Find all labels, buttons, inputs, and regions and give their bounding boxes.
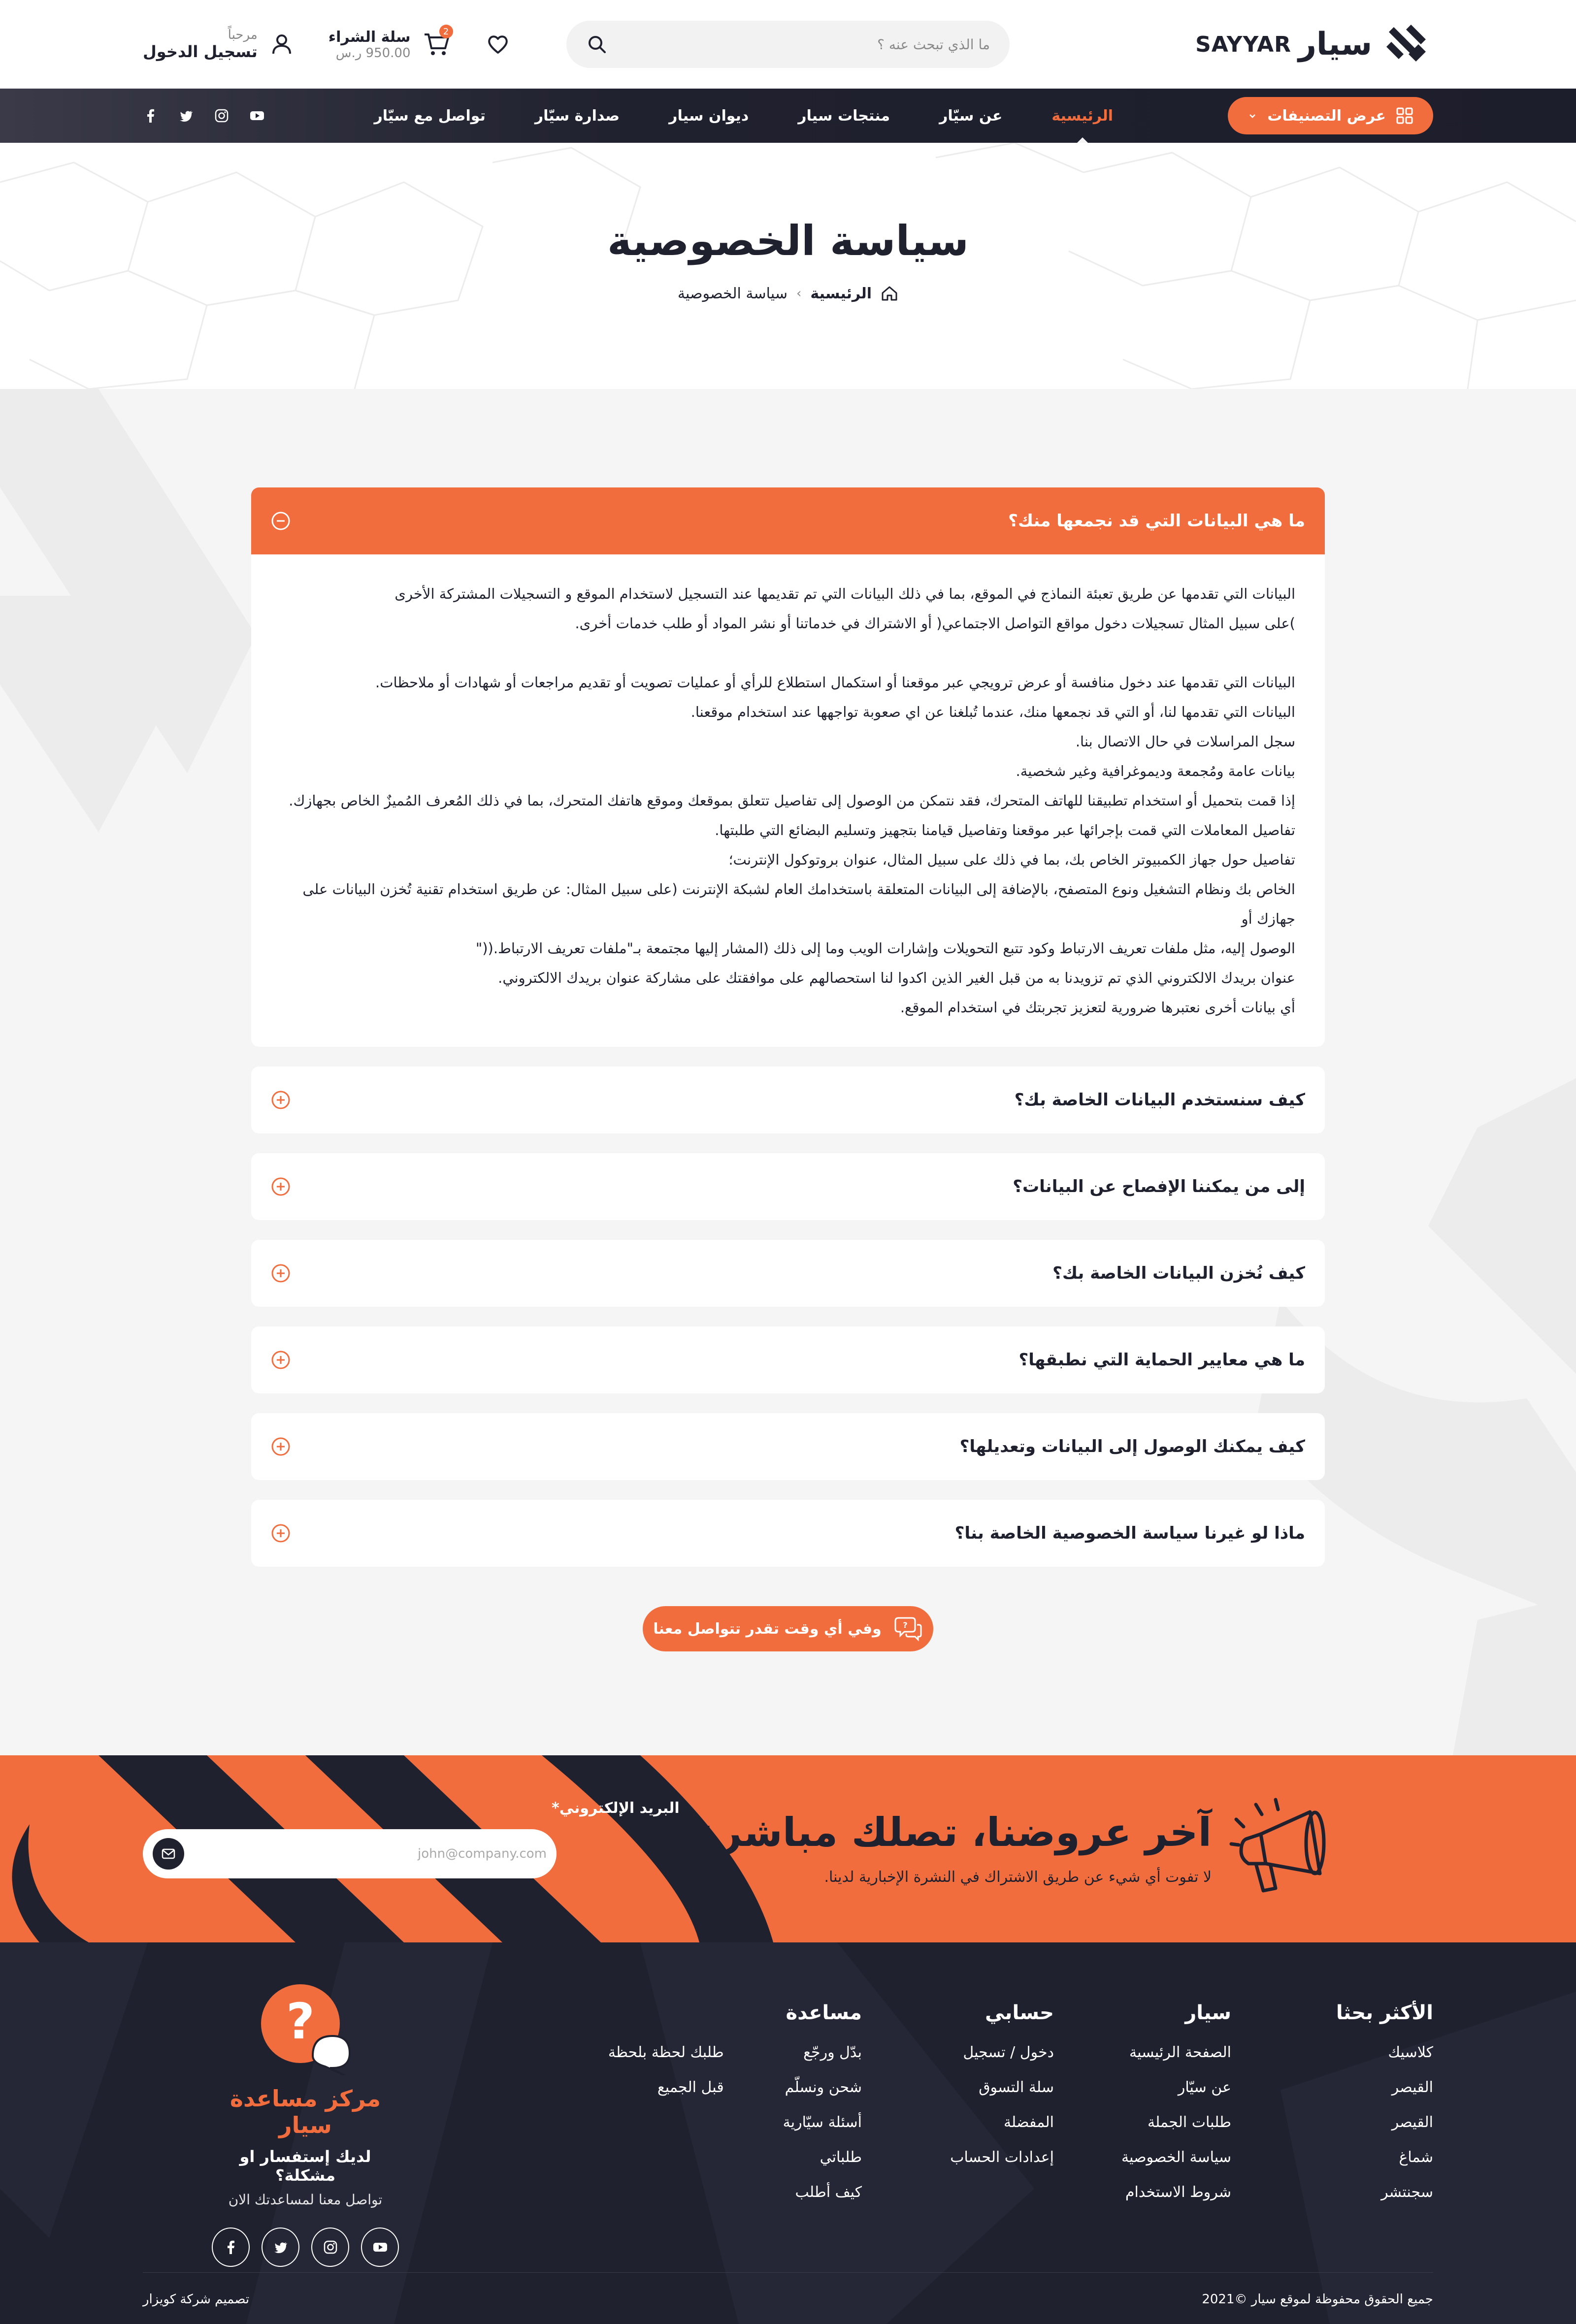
footer-col-help [608, 2001, 862, 2219]
top-header [0, 0, 1576, 89]
faq-answer-open [251, 554, 1325, 1047]
home-icon[interactable] [881, 285, 898, 302]
faq-answer-line: تفاصيل حول جهاز الكمبيوتر الخاص بك، بما في ذلك على سبيل المثال، عنوان بروتوكول الإنترنت؛ [728, 851, 1295, 868]
faq-answer-line: تفاصيل المعاملات التي قمت بإجرائها عبر موقعنا وتفاصيل قيامنا بتجهيز وتسليم البضائع التي طلبتها. [715, 822, 1295, 839]
faq-item[interactable] [251, 1413, 1325, 1480]
faq-item[interactable] [251, 1500, 1325, 1567]
newsletter-submit-button[interactable] [153, 1838, 184, 1870]
instagram-icon [323, 2239, 338, 2255]
heart-icon[interactable] [486, 32, 510, 57]
help-center-title: مركز مساعدة سيار [230, 2085, 381, 2138]
faq-question-label: كيف نُخزن البيانات الخاصة بك؟ [1052, 1263, 1305, 1283]
help-center-question: لديك إستفسار او مشكلة؟ [239, 2147, 371, 2185]
logo-text-en: SAYYAR [1195, 32, 1292, 57]
faq-question[interactable] [251, 1240, 1325, 1307]
faq-item[interactable] [251, 1240, 1325, 1307]
breadcrumb-separator: › [796, 286, 802, 301]
faq-question[interactable] [251, 1153, 1325, 1220]
plus-circle-icon[interactable] [271, 1437, 291, 1456]
footer-col-title: سيار [1185, 2001, 1231, 2024]
logo-text-ar: سيار [1298, 26, 1372, 63]
footer-col-title: الأكثر بحثا [1336, 2001, 1433, 2024]
footer-col-sayyar [1121, 2001, 1231, 2219]
search-input[interactable] [645, 36, 990, 53]
footer-link[interactable]: شماغ [1399, 2149, 1433, 2166]
account[interactable] [143, 28, 294, 61]
breadcrumb-home[interactable]: الرئيسية [810, 285, 872, 302]
design-credit[interactable]: تصميم شركة كويزار [143, 2292, 250, 2307]
faq-answer-line: الوصول إليه، مثل ملفات تعريف الارتباط وكود تتبع التحويلات وإشارات الويب وما إلى ذلك (المشار إليها مجتمعة بـ"ملفات تعريف الارتباط.((" [475, 940, 1295, 957]
faq-answer-line: البيانات التي تقدمها عند دخول منافسة أو عرض ترويجي عبر موقعنا أو استكمال استطلاع للرأي أو عمليات تصويت أو تقديم مراجعات أو شهادات أو ملاحظات. [375, 674, 1295, 691]
faq-answer-line: إذا قمت بتحميل أو استخدام تطبيقنا للهاتف المتحرك، فقد نتمكن من الوصول إلى تفاصيل تتعلق بموقعك وموقع هاتفك المتحرك، بما في ذلك المُعرف المُميزٌ الخاص بجهازك. [289, 792, 1295, 809]
user-icon [269, 32, 294, 57]
site-footer [0, 1942, 1576, 2324]
main-navbar [0, 89, 1576, 143]
footer-link[interactable]: أسئلة سيّارية [783, 2114, 862, 2131]
instagram-icon[interactable] [214, 108, 230, 124]
faq-answer-line: أي بيانات أخرى نعتبرها ضرورية لتعزيز تجربتك في استخدام الموقع. [900, 999, 1295, 1016]
minus-circle-icon[interactable] [271, 511, 291, 531]
footer-link[interactable]: بدّل ورجّع [803, 2044, 862, 2061]
cart-label: سلة الشراء [328, 28, 411, 46]
footer-link[interactable]: القيصر [1391, 2114, 1433, 2131]
logo[interactable] [1195, 17, 1433, 71]
cart-count-badge: 2 [439, 25, 453, 38]
sayyar-logo-icon [1379, 17, 1433, 71]
newsletter-title: آخر عروضنا، تصلك مباشرة [696, 1809, 1212, 1855]
cart-icon-wrap [422, 26, 451, 59]
search-box [566, 21, 1010, 68]
footer-link[interactable]: طلبات الجملة [1148, 2114, 1231, 2131]
nav-links [374, 107, 1113, 125]
faq-answer-line: البيانات التي تقدمها عن طريق تعبئة النماذج في الموقع، بما في ذلك البيانات التي تم تقديمها عند التسجيل لاستخدام الموقع و التسجيلات المشتركة الأخرى [394, 585, 1295, 602]
faq-item[interactable] [251, 1153, 1325, 1220]
social-links-top [143, 108, 265, 124]
footer-link[interactable]: المفضلة [1003, 2114, 1054, 2131]
faq-question-open[interactable] [251, 487, 1325, 554]
help-center-subtitle: تواصل معنا لمساعدتك الان [228, 2192, 383, 2208]
nav-link-home[interactable]: الرئيسية [1051, 107, 1113, 125]
twitter-icon [273, 2239, 289, 2255]
faq-answer-line: عنوان بريدك الالكتروني الذي تم تزويدنا به من قبل الغير الذين اكدوا لنا استحصالهم على موافقتك على مشاركة عنوان بريدك الالكتروني. [498, 969, 1295, 986]
contact-us-label: وفي أي وقت تقدر تتواصل معنا [653, 1620, 882, 1638]
footer-link[interactable]: دخول / تسجيل [963, 2044, 1054, 2061]
header-actions [143, 28, 510, 61]
faq-item[interactable] [251, 1066, 1325, 1133]
newsletter-email-box [143, 1829, 557, 1878]
nav-link-leaderboard[interactable]: صدارة سيّار [534, 107, 620, 125]
nav-link-contact[interactable]: تواصل مع سيّار [374, 107, 486, 125]
plus-circle-icon[interactable] [271, 1090, 291, 1110]
envelope-icon [161, 1846, 176, 1862]
svg-text:?: ? [286, 1993, 315, 2050]
footer-link[interactable]: سجنتشر [1381, 2184, 1433, 2201]
faq-question[interactable] [251, 1413, 1325, 1480]
footer-col-account [950, 2001, 1054, 2184]
faq-item-open [251, 487, 1325, 1047]
copyright-text: جميع الحقوق محفوظة لموقع سيار ©2021 [1202, 2292, 1433, 2307]
nav-link-about[interactable]: عن سيّار [939, 107, 1003, 125]
footer-link[interactable]: قبل الجميع [657, 2079, 724, 2096]
page-hero [0, 143, 1576, 389]
faq-answer-line: )على سبيل المثال تسجيلات دخول مواقع التواصل الاجتماعي( أو الاشتراك في خدماتنا أو نشر المواد أو طلب خدمات أخرى. [575, 615, 1295, 632]
faq-question-label: كيف يمكنك الوصول إلى البيانات وتعديلها؟ [959, 1437, 1305, 1456]
megaphone-icon [1226, 1790, 1340, 1903]
footer-link[interactable]: إعدادات الحساب [950, 2149, 1054, 2166]
cart[interactable] [328, 26, 451, 61]
footer-link[interactable]: كلاسيك [1388, 2044, 1433, 2061]
faq-answer-line: سجل المراسلات في حال الاتصال بنا. [1075, 733, 1295, 750]
chat-bubbles-icon [893, 1614, 923, 1644]
login-link[interactable]: تسجيل الدخول [143, 42, 258, 61]
youtube-icon [372, 2239, 388, 2255]
plus-circle-icon[interactable] [271, 1350, 291, 1370]
svg-text:?: ? [903, 1620, 908, 1630]
faq-answer-line: البيانات التي تقدمها لنا، أو التي قد نجمعها منك، عندما تُبلغنا عن اي صعوبة تواجهها عند استخدام موقعنا. [690, 704, 1295, 720]
nav-link-diwan[interactable]: ديوان سيار [669, 107, 749, 125]
footer-link[interactable]: عن سيّار [1178, 2079, 1231, 2096]
footer-col-most-searched [1336, 2001, 1433, 2219]
footer-col-title: مساعدة [786, 2001, 862, 2024]
twitter-icon[interactable] [178, 108, 194, 124]
faq-accordion [251, 389, 1325, 1651]
breadcrumb [0, 285, 1576, 302]
faq-answer-gap [271, 638, 1295, 668]
help-center [212, 1982, 399, 2267]
chevron-down-icon [1248, 111, 1257, 121]
plus-circle-icon[interactable] [271, 1177, 291, 1196]
nav-link-products[interactable]: منتجات سيار [798, 107, 890, 125]
footer-link[interactable]: طلباتي [820, 2149, 862, 2166]
faq-question-label: ما هي معايير الحماية التي نطبقها؟ [1018, 1350, 1305, 1370]
help-chat-icon [259, 1982, 352, 2075]
categories-button-label: عرض التصنيفات [1267, 107, 1386, 125]
faq-question[interactable] [251, 1500, 1325, 1567]
faq-question-label: ما هي البيانات التي قد نجمعها منك؟ [1008, 511, 1305, 531]
footer-link[interactable]: شروط الاستخدام [1125, 2184, 1231, 2201]
footer-link[interactable]: القيصر [1391, 2079, 1433, 2096]
faq-question-label: ماذا لو غيرنا سياسة الخصوصية الخاصة بنا؟ [954, 1523, 1305, 1543]
twitter-button[interactable] [262, 2227, 299, 2267]
faq-question-label: إلى من يمكننا الإفصاح عن البيانات؟ [1013, 1177, 1305, 1196]
newsletter-email-input[interactable] [212, 1846, 547, 1861]
categories-button[interactable] [1228, 97, 1433, 134]
facebook-button[interactable] [212, 2227, 250, 2267]
newsletter-section [0, 1755, 1576, 1942]
footer-link[interactable]: كيف أطلب [795, 2184, 862, 2201]
footer-link[interactable]: سياسة الخصوصية [1121, 2149, 1231, 2166]
footer-link[interactable]: شحن ونسلّم [785, 2079, 862, 2096]
footer-link[interactable]: سلة التسوق [979, 2079, 1054, 2096]
footer-link[interactable]: الصفحة الرئيسية [1129, 2044, 1231, 2061]
cart-amount: 950.00 ر.س [335, 45, 411, 61]
faq-question[interactable] [251, 1326, 1325, 1393]
social-links-bottom [212, 2227, 399, 2267]
faq-question[interactable] [251, 1066, 1325, 1133]
facebook-icon [223, 2239, 239, 2255]
facebook-icon[interactable] [143, 108, 159, 124]
footer-divider [143, 2272, 1433, 2273]
faq-question-label: كيف سنستخدم البيانات الخاصة بك؟ [1014, 1090, 1305, 1110]
youtube-button[interactable] [361, 2227, 399, 2267]
newsletter-subtitle: لا تفوت أي شيء عن طريق الاشتراك في النشرة الإخبارية لدينا. [824, 1869, 1212, 1886]
newsletter-email-label: البريد الإلكتروني* [552, 1800, 680, 1817]
search-icon[interactable] [586, 33, 608, 55]
footer-link[interactable]: طلبك لحظة بلحظة [608, 2044, 724, 2061]
page-title: سياسة الخصوصية [607, 217, 969, 265]
instagram-button[interactable] [311, 2227, 349, 2267]
account-greeting: مرحباً [228, 28, 258, 42]
main-content [0, 389, 1576, 1755]
footer-col-title: حسابي [985, 2001, 1054, 2024]
grid-icon [1396, 107, 1413, 125]
youtube-icon[interactable] [249, 108, 265, 124]
faq-answer-line: بيانات عامة ومُجمعة وديموغرافية وغير شخصية. [1016, 763, 1295, 779]
plus-circle-icon[interactable] [271, 1263, 291, 1283]
plus-circle-icon[interactable] [271, 1523, 291, 1543]
faq-item[interactable] [251, 1326, 1325, 1393]
breadcrumb-current: سياسة الخصوصية [677, 285, 788, 302]
faq-answer-line: الخاص بك ونظام التشغيل ونوع المتصفح، بالإضافة إلى البيانات المتعلقة باستخدامك العام لشبكة الإنترنت (على سبيل المثال: عن طريق استخدام تقنية تُخزن البيانات على جهازك أو [302, 881, 1295, 927]
contact-us-button[interactable] [643, 1606, 933, 1651]
